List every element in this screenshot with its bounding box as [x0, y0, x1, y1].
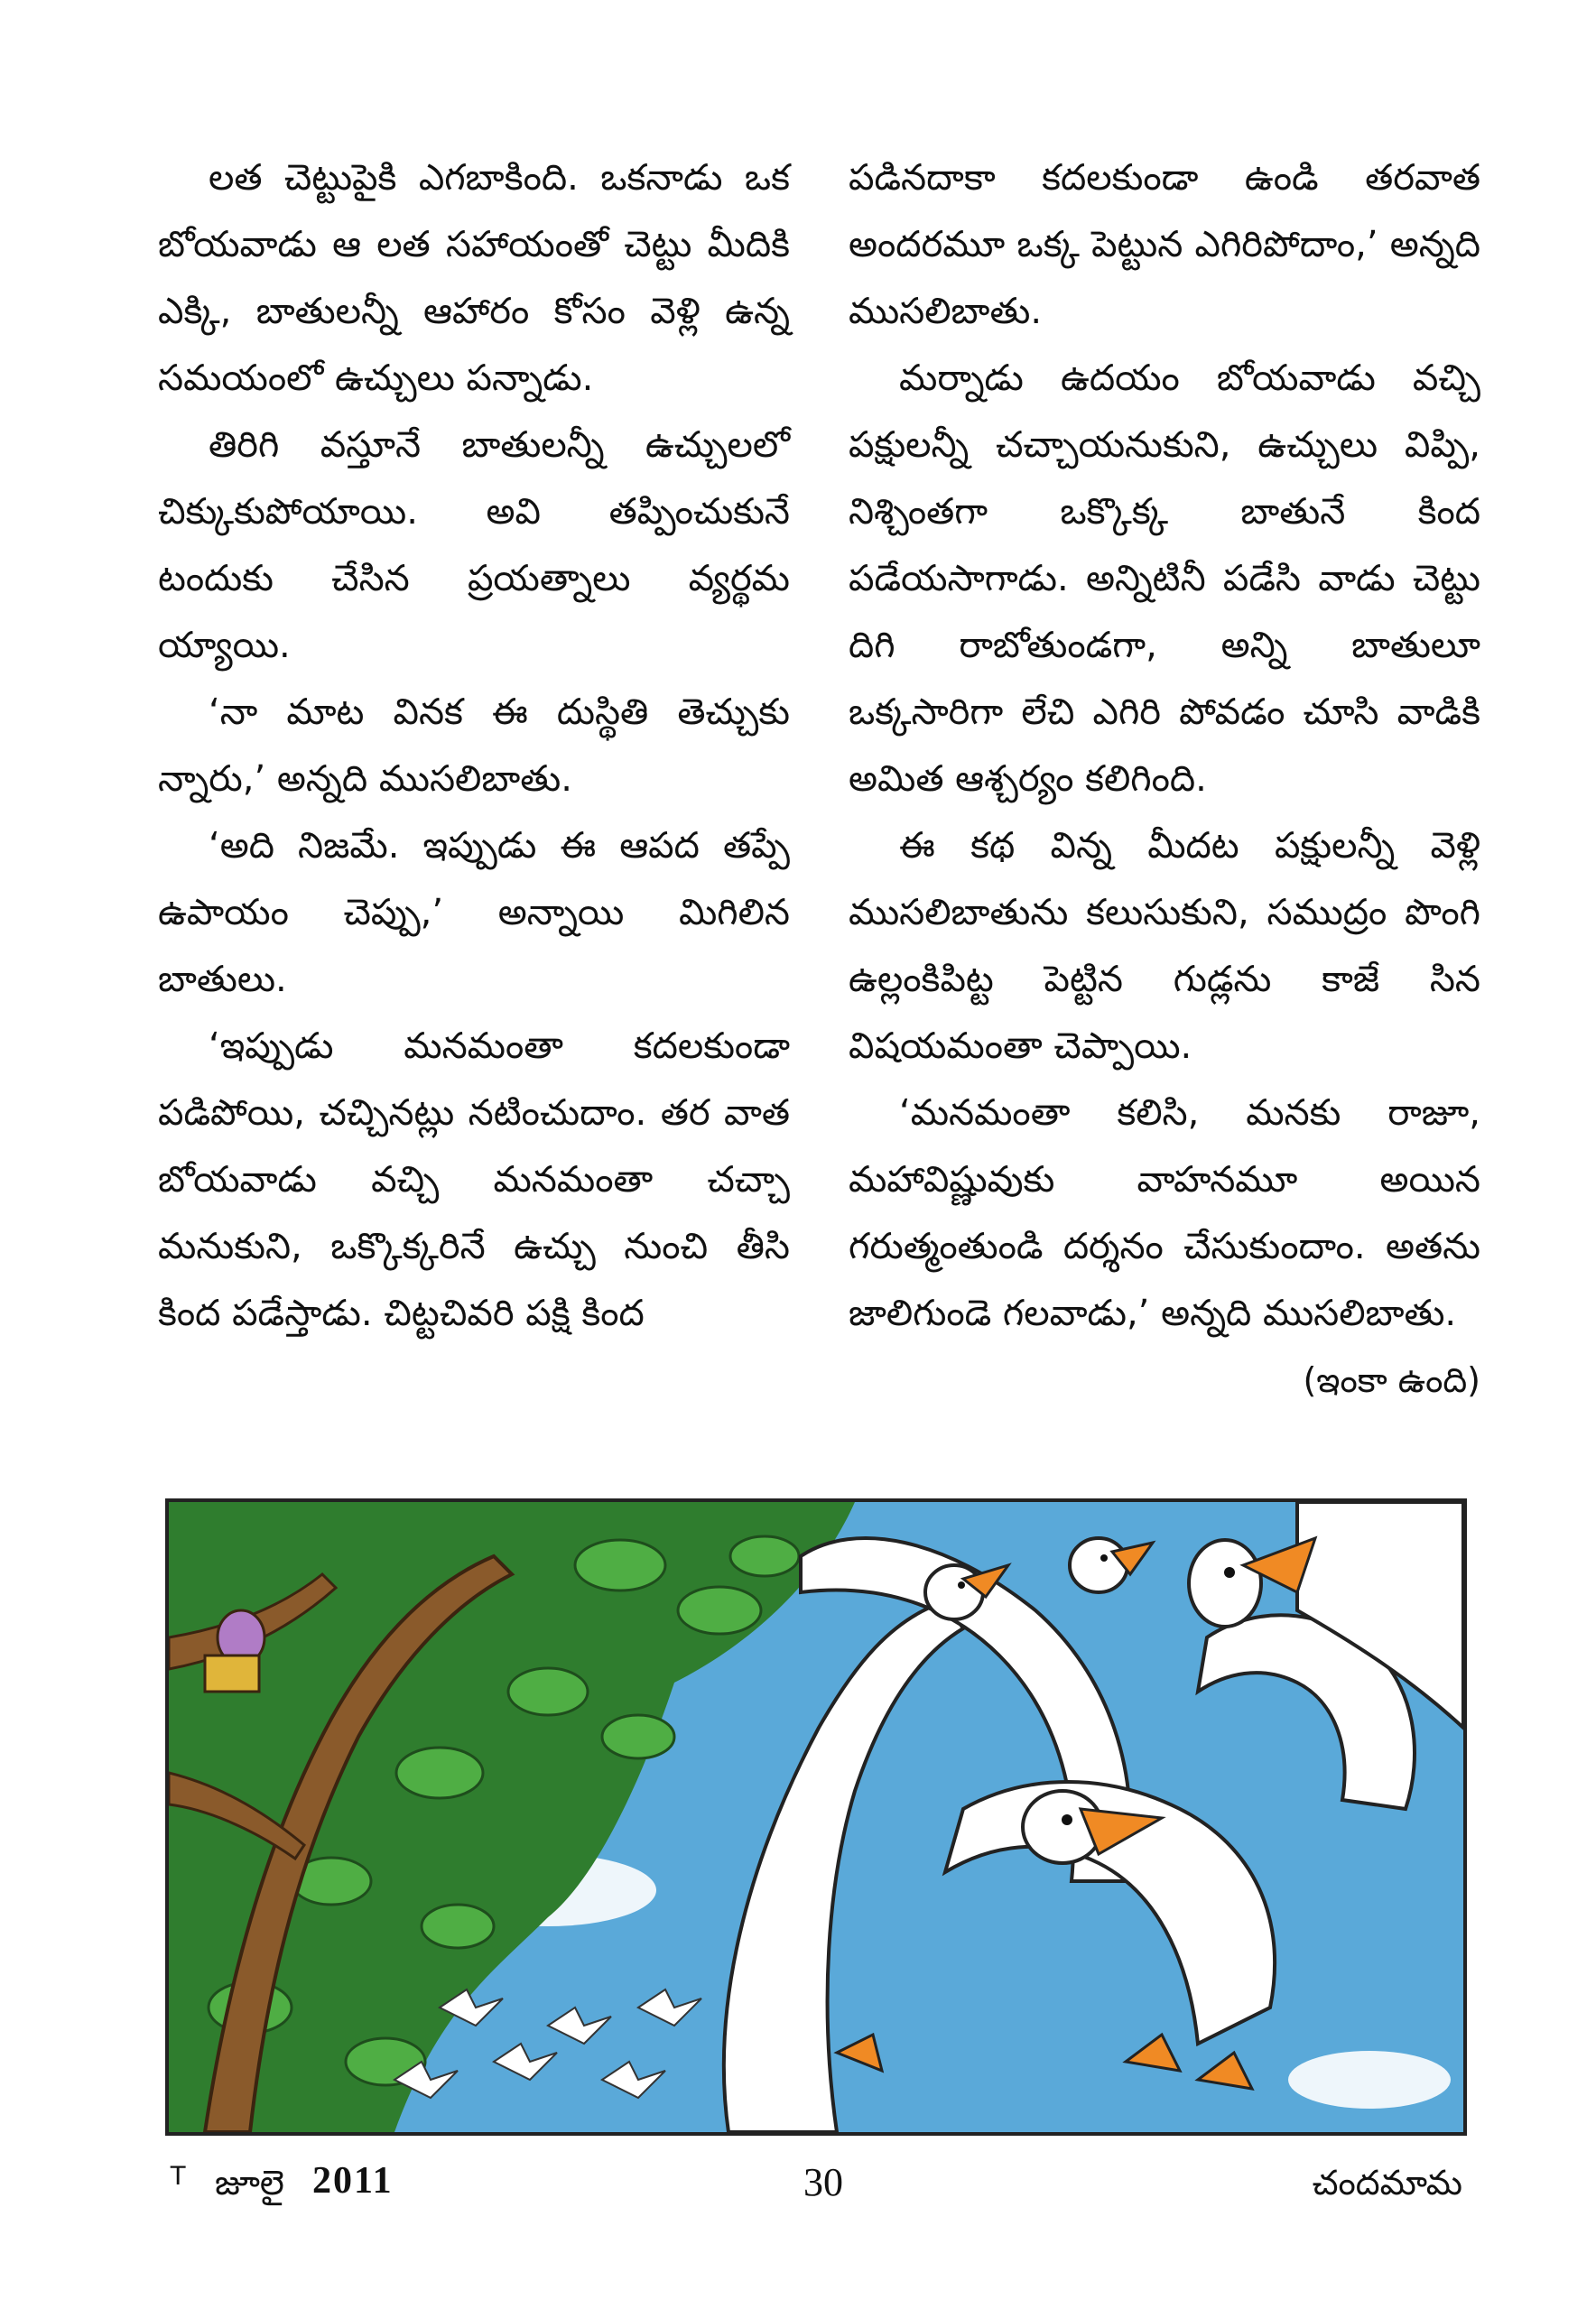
footer-marker: T	[170, 2161, 187, 2191]
story-illustration	[165, 1498, 1467, 2136]
paragraph: మర్నాడు ఉదయం బోయవాడు వచ్చి పక్షులన్నీ చచ్చాయనుకుని, ఉచ్చులు విప్పి, నిశ్చింతగా ఒక్కొక్క బాతునే కింద పడేయసాగాడు. అన్నిటినీ పడేసి వాడు చెట్టు దిగి రాబోతుండగా, అన్ని బాతులూ ఒక్కసారిగా లేచి ఎగిరి పోవడం చూసి వాడికి అమిత ఆశ్చర్యం కలిగింది.	[849, 357, 1480, 800]
paragraph: లత చెట్టుపైకి ఎగబాకింది. ఒకనాడు ఒక బోయవాడు ఆ లత సహాయంతో చెట్టు మీదికి ఎక్కి, బాతులన్నీ ఆహారం కోసం వెళ్లి ఉన్న సమయంలో ఉచ్చులు పన్నాడు.	[158, 157, 790, 399]
paragraph: తిరిగి వస్తూనే బాతులన్నీ ఉచ్చులలో చిక్కుకుపోయాయి. అవి తప్పించుకునే టందుకు చేసిన ప్రయత్నాలు వ్యర్థమ య్యాయి.	[158, 424, 790, 666]
paragraph-last	[849, 1080, 1480, 1400]
paragraph: ‘అది నిజమే. ఇప్పుడు ఈ ఆపద తప్పే ఉపాయం చెప్పు,’ అన్నాయి మిగిలిన బాతులు.	[158, 825, 790, 1000]
to-be-continued: (ఇంకా ఉంది)	[1303, 1360, 1480, 1400]
left-column	[158, 144, 790, 1471]
paragraph: ‘ఇప్పుడు మనమంతా కదలకుండా పడిపోయి, చచ్చినట్లు నటించుదాం. తర వాత బోయవాడు వచ్చి మనమంతా చచ్చా మనుకుని, ఒక్కొక్కరినే ఉచ్చు నుంచి తీసి కింద పడేస్తాడు. చిట్టచివరి పక్షి కింద	[158, 1025, 790, 1334]
page-footer	[162, 2156, 1471, 2219]
article-body	[158, 144, 1480, 1471]
paragraph: పడినదాకా కదలకుండా ఉండి తరవాత అందరమూ ఒక్క పెట్టున ఎగిరిపోదాం,’ అన్నది ముసలిబాతు.	[849, 157, 1480, 332]
right-column	[849, 144, 1480, 1471]
illustration-birds-flying-from-tree	[169, 1502, 1463, 2132]
issue-month: జూలై	[215, 2163, 284, 2203]
page-number: 30	[803, 2160, 843, 2204]
issue-year: 2011	[312, 2160, 394, 2202]
paragraph-text: ‘మనమంతా కలిసి, మనకు రాజూ, మహావిష్ణువుకు వాహనమూ అయిన గరుత్మంతుండి దర్శనం చేసుకుందాం. అతను జాలిగుండె గలవాడు,’ అన్నది ముసలిబాతు.	[849, 1092, 1480, 1334]
magazine-name: చందమామ	[1312, 2163, 1462, 2203]
paragraph: ‘నా మాట వినక ఈ దుస్థితి తెచ్చుకు న్నారు,’ అన్నది ముసలిబాతు.	[158, 691, 790, 800]
paragraph: ఈ కథ విన్న మీదట పక్షులన్నీ వెళ్లి ముసలిబాతును కలుసుకుని, సముద్రం పొంగి ఉల్లంకిపిట్ట పెట్టిన గుడ్లను కాజే సిన విషయమంతా చెప్పాయి.	[849, 825, 1480, 1067]
